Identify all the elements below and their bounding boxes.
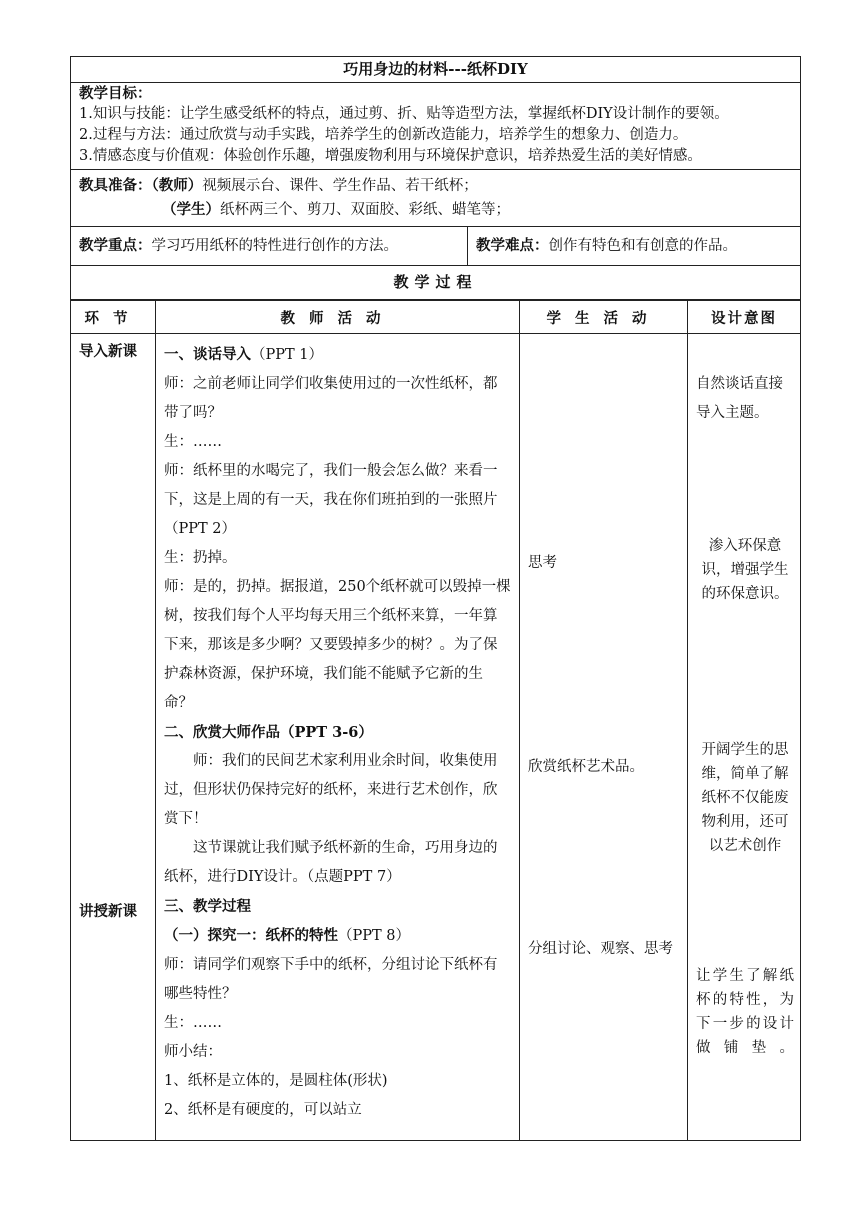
teacher-line: （一）探究一：纸杯的特性（PPT 8） — [164, 927, 411, 944]
student-activity: 思考 — [528, 555, 557, 571]
difficult-point — [468, 227, 745, 265]
objectives-heading: 教学目标： — [79, 85, 152, 102]
student-activity: 欣赏纸杯艺术品。 — [528, 759, 644, 775]
teacher-line: 师：是的，扔掉。据报道，250个纸杯就可以毁掉一棵树，按我们每个人平均每天用三个纸杯来算，一年算下来，那该是多少啊？又要毁掉多少的树？。为了保护森林资源，保护环境，我们能不能赋予它新的生命？ — [164, 579, 511, 711]
design-intent: 自然谈话直接导入主题。 — [696, 376, 783, 421]
key-points-row — [71, 227, 800, 266]
materials-teacher-label: （教师） — [151, 177, 203, 194]
design-intent-cell — [688, 334, 801, 1141]
teacher-line: 一、谈话导入（PPT 1） — [164, 346, 324, 363]
objectives-section — [71, 83, 800, 170]
student-activity: 分组讨论、观察、思考 — [528, 941, 673, 957]
materials-heading: 教具准备： — [79, 177, 152, 194]
stage-intro: 导入新课 — [79, 343, 137, 360]
objective-item: 2.过程与方法：通过欣赏与动手实践，培养学生的创新改造能力，培养学生的想象力、创造力。 — [79, 127, 688, 143]
stage-teach: 讲授新课 — [79, 903, 137, 920]
materials-student-text: 纸杯两三个、剪刀、双面胶、彩纸、蜡笔等； — [220, 202, 510, 218]
header-student: 学生活动 — [520, 301, 688, 334]
materials-section — [71, 170, 800, 227]
teacher-line: 1、纸杯是立体的，是圆柱体(形状) — [164, 1073, 388, 1089]
process-header-row — [71, 301, 801, 334]
lesson-header-box — [70, 56, 801, 300]
header-intent: 设计意图 — [688, 301, 801, 334]
teacher-line: 三、教学过程 — [164, 898, 251, 915]
difficult-point-text: 创作有特色和有创意的作品。 — [548, 238, 737, 254]
stage-cell — [71, 334, 156, 1141]
design-intent: 开阔学生的思维，简单了解纸杯不仅能废物利用，还可以艺术创作 — [701, 742, 789, 854]
teacher-line: 二、欣赏大师作品（PPT 3-6） — [164, 724, 373, 741]
key-point-text: 学习巧用纸杯的特性进行创作的方法。 — [151, 238, 398, 254]
teacher-line: 生：…… — [164, 434, 222, 450]
lesson-plan — [70, 56, 801, 1141]
materials-teacher-text: 视频展示台、课件、学生作品、若干纸杯； — [202, 178, 478, 194]
process-title: 教学过程 — [71, 266, 800, 300]
objective-item: 3.情感态度与价值观：体验创作乐趣，增强废物利用与环境保护意识，培养热爱生活的美好情感。 — [79, 148, 702, 164]
teacher-line: 师：纸杯里的水喝完了，我们一般会怎么做？来看一下，这是上周的有一天，我在你们班拍到的一张照片（PPT 2） — [164, 463, 498, 537]
difficult-point-label: 教学难点： — [476, 237, 549, 254]
header-teacher: 教师活动 — [156, 301, 520, 334]
teacher-line: 生：…… — [164, 1015, 222, 1031]
lesson-title: 巧用身边的材料---纸杯DIY — [71, 57, 800, 83]
teacher-line: 2、纸杯是有硬度的，可以站立 — [164, 1102, 362, 1118]
header-stage: 环节 — [71, 301, 156, 334]
materials-student-label: （学生） — [162, 201, 220, 218]
objective-item: 1.知识与技能：让学生感受纸杯的特点，通过剪、折、贴等造型方法，掌握纸杯DIY设计制作的要领。 — [79, 106, 729, 122]
teacher-activity-cell — [156, 334, 520, 1141]
materials-student-line — [79, 198, 792, 222]
teacher-line: 生：扔掉。 — [164, 550, 237, 566]
teacher-line: 师：请同学们观察下手中的纸杯，分组讨论下纸杯有哪些特性？ — [164, 957, 498, 1002]
materials-teacher-line — [79, 174, 792, 198]
design-intent: 渗入环保意识，增强学生的环保意识。 — [701, 538, 789, 602]
process-table — [70, 300, 801, 1141]
key-point-label: 教学重点： — [79, 237, 152, 254]
design-intent: 让学生了解纸杯的特性，为下一步的设计做铺垫。 — [696, 968, 794, 1056]
teacher-line: 这节课就让我们赋予纸杯新的生命，巧用身边的纸杯，进行DIY设计。（点题PPT 7） — [164, 840, 498, 885]
student-activity-cell — [520, 334, 688, 1141]
key-point — [71, 227, 468, 265]
teacher-line: 师：我们的民间艺术家利用业余时间，收集使用过，但形状仍保持完好的纸杯，来进行艺术创作，欣赏下！ — [164, 753, 498, 827]
teacher-line: 师：之前老师让同学们收集使用过的一次性纸杯，都带了吗？ — [164, 376, 498, 421]
teacher-line: 师小结： — [164, 1044, 222, 1060]
process-body-row — [71, 334, 801, 1141]
